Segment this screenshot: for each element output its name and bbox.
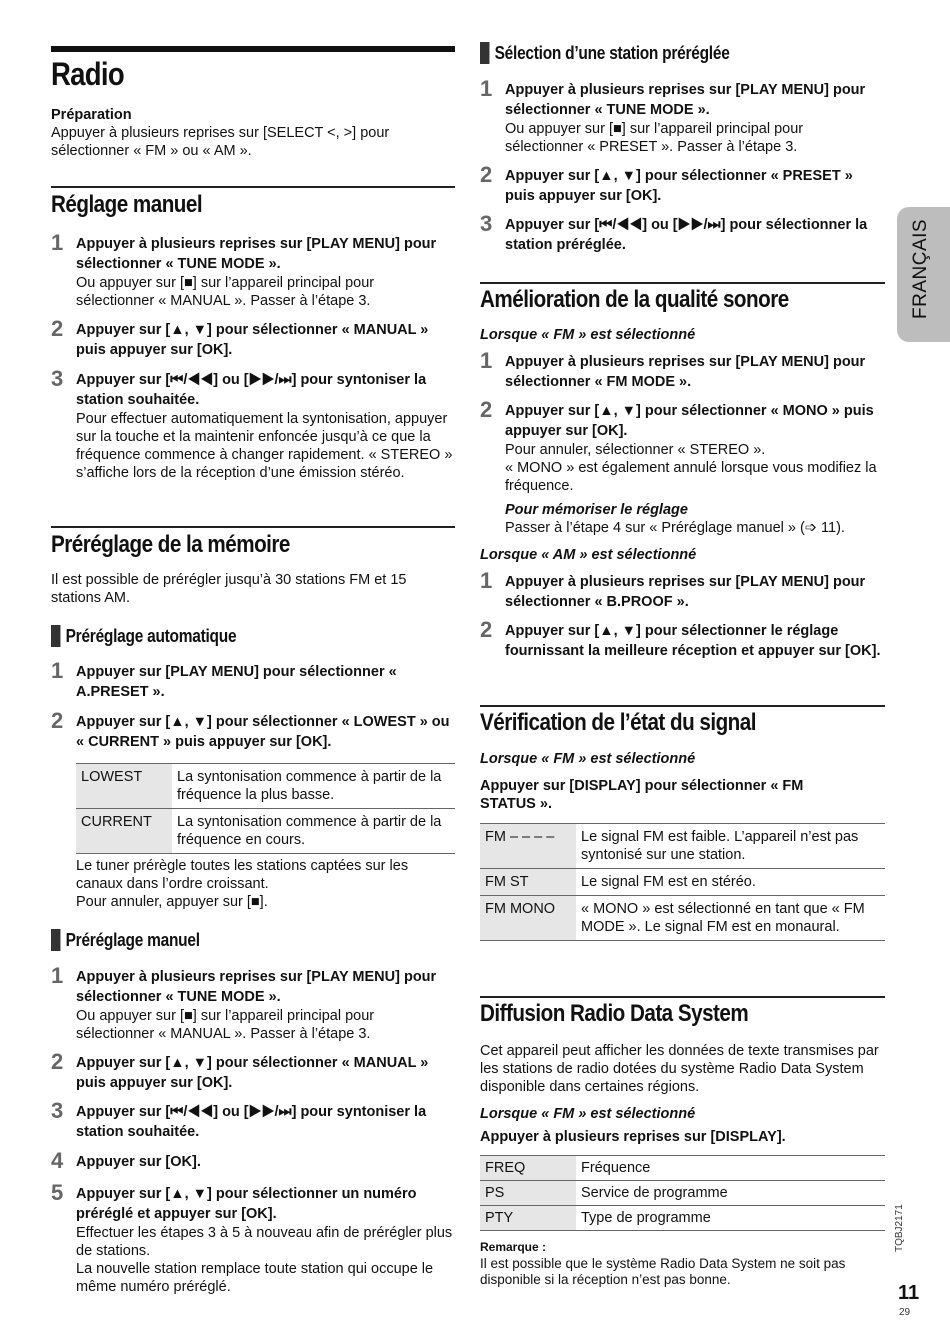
- table-key: FREQ: [480, 1156, 576, 1181]
- step-number: 3: [480, 211, 493, 236]
- step-note: Pour annuler, sélectionner « STEREO ».: [505, 442, 766, 458]
- step-instruction: Appuyer sur [▲, ▼] pour sélectionner « MONO » puis appuyer sur [OK].: [505, 403, 874, 439]
- auto-after: [76, 857, 455, 911]
- section-rule: [480, 996, 885, 998]
- auto-step-2: [51, 708, 455, 752]
- auto-table: [76, 763, 455, 854]
- table-row: [76, 764, 455, 809]
- step-instruction: Appuyer sur [▲, ▼] pour sélectionner « MANUAL » puis appuyer sur [OK].: [76, 1055, 429, 1091]
- section-title-memory: Préréglage de la mémoire: [51, 531, 290, 558]
- section-rule: [51, 526, 455, 528]
- section-rule: [480, 705, 885, 707]
- step-note: « MONO » est également annulé lorsque vous modifiez la fréquence.: [505, 460, 877, 494]
- table-key: CURRENT: [76, 809, 172, 854]
- step-instruction: Appuyer à plusieurs reprises sur [PLAY MENU] pour sélectionner « TUNE MODE ».: [76, 236, 437, 272]
- note-text: Il est possible que le système Radio Data System ne soit pas disponible si la réception n’est pas bonne.: [480, 1256, 846, 1287]
- subsection-title: Préréglage automatique: [65, 626, 237, 646]
- step-instruction: Appuyer sur [⏮/◀◀] ou [▶▶/⏭] pour syntoniser la station souhaitée.: [76, 1104, 427, 1140]
- table-value: La syntonisation commence à partir de la fréquence en cours.: [172, 809, 455, 854]
- step-number: 2: [480, 617, 493, 642]
- section-title-quality: Amélioration de la qualité sonore: [480, 286, 789, 313]
- step-number: 2: [51, 316, 64, 341]
- title-rule: [51, 46, 455, 52]
- section-rule: [480, 282, 885, 284]
- am-label: Lorsque « AM » est sélectionné: [480, 547, 697, 563]
- table-row: [480, 1156, 885, 1181]
- step-instruction: Appuyer à plusieurs reprises sur [PLAY MENU] pour sélectionner « TUNE MODE ».: [505, 82, 866, 118]
- manual-step-1: [51, 230, 455, 310]
- document-code: TQBJ2171: [894, 1204, 905, 1252]
- page-number: 11: [898, 1282, 920, 1304]
- step-instruction: Appuyer sur [▲, ▼] pour sélectionner « PRESET » puis appuyer sur [OK].: [505, 168, 853, 204]
- preset-step-3: [51, 1098, 455, 1142]
- section-marker: [51, 929, 60, 951]
- subsection-title: Sélection d’une station préréglée: [494, 43, 730, 63]
- step-number: 1: [480, 568, 493, 593]
- manual-step-3: [51, 366, 455, 482]
- table-key: FM MONO: [480, 896, 576, 941]
- fm-label: Lorsque « FM » est sélectionné: [480, 751, 696, 767]
- section-marker: [480, 42, 489, 64]
- step-number: 1: [51, 230, 64, 255]
- table-value: Fréquence: [576, 1156, 885, 1181]
- table-value: Type de programme: [576, 1206, 885, 1231]
- memo-label: Pour mémoriser le réglage: [505, 502, 688, 518]
- preset-step-1: [51, 963, 455, 1043]
- table-key: LOWEST: [76, 764, 172, 809]
- signal-instruction: Appuyer sur [DISPLAY] pour sélectionner « FM STATUS ».: [480, 778, 804, 812]
- step-instruction: Appuyer sur [▲, ▼] pour sélectionner un numéro préréglé et appuyer sur [OK].: [76, 1186, 417, 1222]
- subsection-auto: [51, 625, 236, 647]
- step-instruction: Appuyer à plusieurs reprises sur [PLAY MENU] pour sélectionner « B.PROOF ».: [505, 574, 866, 610]
- step-number: 3: [51, 1098, 64, 1123]
- step-number: 1: [480, 348, 493, 373]
- select-step-2: [480, 162, 885, 206]
- section-marker: [51, 625, 60, 647]
- auto-after-text: Le tuner prérègle toutes les stations captées sur les canaux dans l’ordre croissant.: [76, 858, 409, 892]
- step-instruction: Appuyer à plusieurs reprises sur [PLAY MENU] pour sélectionner « FM MODE ».: [505, 354, 866, 390]
- table-key: FM – – – –: [480, 824, 576, 869]
- section-title-rds: Diffusion Radio Data System: [480, 1000, 749, 1027]
- prep-label: Préparation: [51, 107, 132, 123]
- step-number: 1: [51, 963, 64, 988]
- table-value: Le signal FM est en stéréo.: [576, 869, 885, 896]
- step-note: Ou appuyer sur [■] sur l’appareil principal pour sélectionner « MANUAL ». Passer à l’étape 3.: [76, 275, 375, 309]
- step-instruction: Appuyer sur [▲, ▼] pour sélectionner « MANUAL » puis appuyer sur [OK].: [76, 322, 429, 358]
- preset-step-5: [51, 1180, 455, 1296]
- fm-label: Lorsque « FM » est sélectionné: [480, 1106, 696, 1122]
- prep-text: Appuyer à plusieurs reprises sur [SELECT <, >] pour sélectionner « FM » ou « AM ».: [51, 125, 390, 159]
- table-value: Le signal FM est faible. L’appareil n’est pas syntonisé sur une station.: [576, 824, 885, 869]
- step-note: Pour effectuer automatiquement la syntonisation, appuyer sur la touche et la maintenir enfoncée jusqu’à ce que la fréquence commence à changer rapidement. « STEREO » s’affiche lors de la réception d’une émission stéréo.: [76, 411, 453, 481]
- signal-table: [480, 823, 885, 941]
- step-number: 3: [51, 366, 64, 391]
- table-value: « MONO » est sélectionné en tant que « FM MODE ». Le signal FM est en monaural.: [576, 896, 885, 941]
- step-number: 1: [480, 76, 493, 101]
- auto-step-1: [51, 658, 455, 702]
- step-number: 2: [51, 708, 64, 733]
- note-label: Remarque :: [480, 1240, 547, 1254]
- step-instruction: Appuyer sur [▲, ▼] pour sélectionner « LOWEST » ou « CURRENT » puis appuyer sur [OK].: [76, 714, 450, 750]
- table-key: FM ST: [480, 869, 576, 896]
- step-note: La nouvelle station remplace toute station qui occupe le même numéro préréglé.: [76, 1261, 434, 1295]
- auto-cancel-text: Pour annuler, appuyer sur [■].: [76, 894, 268, 910]
- rds-intro: Cet appareil peut afficher les données de texte transmises par les stations de radio dotées du système Radio Data System disponible dans certaines régions.: [480, 1043, 879, 1095]
- section-title-signal: Vérification de l’état du signal: [480, 709, 756, 736]
- preset-step-4: [51, 1148, 455, 1173]
- step-instruction: Appuyer sur [PLAY MENU] pour sélectionner « A.PRESET ».: [76, 664, 397, 700]
- preset-step-2: [51, 1049, 455, 1093]
- table-row: [480, 1206, 885, 1231]
- table-key: PTY: [480, 1206, 576, 1231]
- quality-fm-step-1: [480, 348, 885, 392]
- step-instruction: Appuyer sur [OK].: [76, 1154, 201, 1170]
- language-tab-label: FRANÇAIS: [910, 218, 931, 319]
- table-row: [480, 869, 885, 896]
- step-instruction: Appuyer sur [⏮/◀◀] ou [▶▶/⏭] pour syntoniser la station souhaitée.: [76, 372, 427, 408]
- language-tab: [897, 207, 950, 342]
- manual-step-2: [51, 316, 455, 360]
- step-number: 2: [480, 397, 493, 422]
- subsection-manual-preset: [51, 929, 200, 951]
- subsection-select: [480, 42, 730, 64]
- step-instruction: Appuyer sur [▲, ▼] pour sélectionner le réglage fournissant la meilleure réception et appuyer sur [OK].: [505, 623, 881, 659]
- table-value: Service de programme: [576, 1181, 885, 1206]
- quality-fm-step-2: [480, 397, 885, 495]
- section-title-manual: Réglage manuel: [51, 191, 203, 218]
- subsection-title: Préréglage manuel: [65, 930, 200, 950]
- step-number: 4: [51, 1148, 64, 1173]
- table-value: La syntonisation commence à partir de la fréquence la plus basse.: [172, 764, 455, 809]
- step-instruction: Appuyer sur [⏮/◀◀] ou [▶▶/⏭] pour sélectionner la station préréglée.: [505, 217, 868, 253]
- table-key: PS: [480, 1181, 576, 1206]
- table-row: [480, 1181, 885, 1206]
- section-rule: [51, 186, 455, 188]
- step-number: 5: [51, 1180, 64, 1205]
- memory-intro: Il est possible de prérégler jusqu’à 30 stations FM et 15 stations AM.: [51, 572, 407, 606]
- quality-am-step-2: [480, 617, 885, 661]
- fm-label: Lorsque « FM » est sélectionné: [480, 327, 696, 343]
- table-row: [480, 896, 885, 941]
- step-number: 1: [51, 658, 64, 683]
- rds-table: [480, 1155, 885, 1231]
- page-sub-number: 29: [899, 1307, 911, 1318]
- select-step-3: [480, 211, 885, 255]
- step-note: Ou appuyer sur [■] sur l’appareil principal pour sélectionner « MANUAL ». Passer à l’étape 3.: [76, 1008, 375, 1042]
- step-number: 2: [51, 1049, 64, 1074]
- select-step-1: [480, 76, 885, 156]
- page-title: Radio: [51, 56, 125, 92]
- rds-instruction: Appuyer à plusieurs reprises sur [DISPLAY].: [480, 1129, 786, 1145]
- step-number: 2: [480, 162, 493, 187]
- table-row: [480, 824, 885, 869]
- step-note: Effectuer les étapes 3 à 5 à nouveau afin de prérégler plus de stations.: [76, 1225, 453, 1259]
- step-note: Ou appuyer sur [■] sur l’appareil principal pour sélectionner « PRESET ». Passer à l’étape 3.: [505, 121, 804, 155]
- memo-text: Passer à l’étape 4 sur « Préréglage manuel » (➩ 11).: [505, 520, 845, 536]
- quality-am-step-1: [480, 568, 885, 612]
- table-row: [76, 809, 455, 854]
- step-instruction: Appuyer à plusieurs reprises sur [PLAY MENU] pour sélectionner « TUNE MODE ».: [76, 969, 437, 1005]
